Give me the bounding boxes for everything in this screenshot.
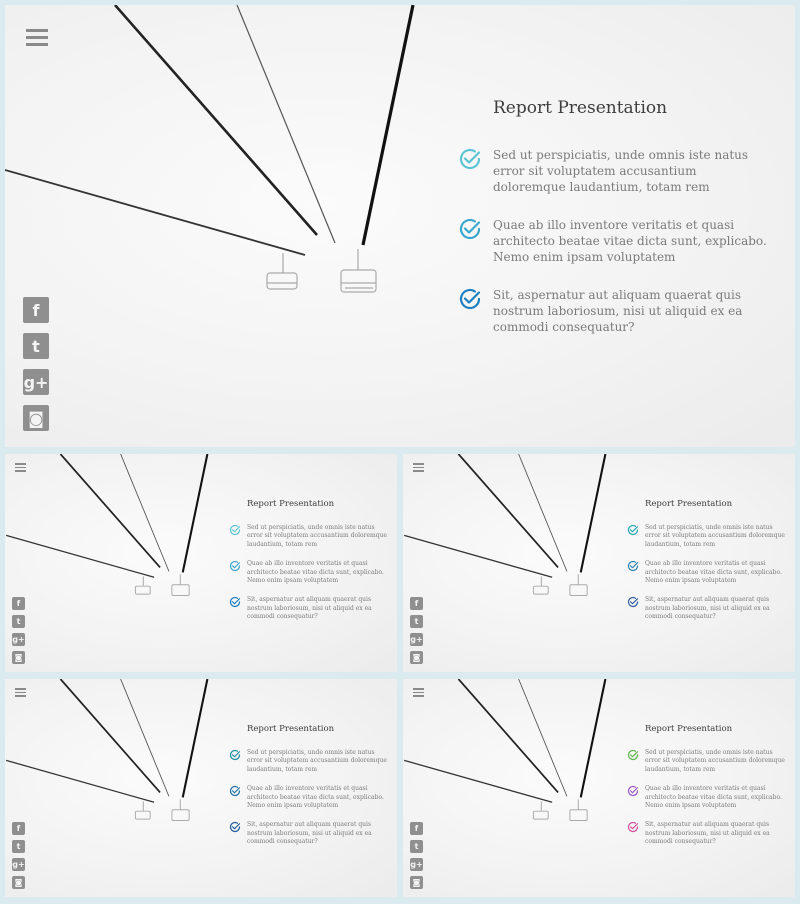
list-item [458, 217, 768, 265]
list-item-text: Quae ab illo inventore veritatis et quasi architecto beatae vitae dicta sunt, explicabo. Nemo enim ipsam voluptatem [493, 218, 767, 264]
check-circle-icon [627, 749, 639, 761]
slide-title: Report Presentation [247, 499, 335, 509]
list-item [627, 821, 787, 846]
menu-icon[interactable] [15, 688, 26, 699]
list-item [229, 785, 389, 810]
menu-icon[interactable] [413, 463, 424, 474]
check-circle-icon [627, 596, 639, 608]
check-circle-icon [627, 560, 639, 572]
twitter-icon[interactable]: t [410, 615, 423, 628]
list-item [229, 524, 389, 549]
facebook-icon[interactable]: f [12, 822, 25, 835]
twitter-icon[interactable]: t [12, 615, 25, 628]
facebook-icon[interactable]: f [410, 597, 423, 610]
twitter-icon[interactable]: t [12, 840, 25, 853]
social-bar [12, 822, 25, 894]
list-item [458, 287, 768, 335]
google-plus-icon[interactable]: g+ [410, 860, 423, 869]
slide-title: Report Presentation [247, 724, 335, 734]
list-item-text: Sit, aspernatur aut aliquam quaerat quis nostrum laboriosum, nisi ut aliquid ex ea commodi consequatur? [645, 821, 770, 846]
check-circle-icon [458, 287, 482, 311]
check-list [229, 524, 389, 633]
slide-thumbnail-2[interactable] [403, 454, 795, 672]
check-circle-icon [229, 596, 241, 608]
slide-title: Report Presentation [645, 499, 733, 509]
check-circle-icon [458, 147, 482, 171]
facebook-icon[interactable]: f [12, 597, 25, 610]
slide-title: Report Presentation [493, 98, 668, 118]
list-item-text: Sit, aspernatur aut aliquam quaerat quis nostrum laboriosum, nisi ut aliquid ex ea commodi consequatur? [247, 596, 372, 621]
google-plus-icon[interactable]: g+ [23, 369, 49, 395]
list-item [627, 785, 787, 810]
instagram-icon[interactable]: ◙ [23, 405, 49, 431]
check-circle-icon [229, 749, 241, 761]
instagram-icon[interactable]: ◙ [12, 651, 25, 664]
list-item-text: Quae ab illo inventore veritatis et quasi architecto beatae vitae dicta sunt, explicabo. Nemo enim ipsam voluptatem [645, 560, 782, 585]
list-item [627, 749, 787, 774]
list-item-text: Sed ut perspiciatis, unde omnis iste natus error sit voluptatem accusantium doloremque laudantium, totam rem [247, 524, 387, 548]
check-circle-icon [229, 524, 241, 536]
twitter-icon[interactable]: t [410, 840, 423, 853]
social-bar [23, 297, 49, 441]
check-list [458, 147, 768, 357]
list-item [627, 596, 787, 621]
list-item [229, 596, 389, 621]
instagram-icon[interactable]: ◙ [410, 651, 423, 664]
instagram-icon[interactable]: ◙ [12, 876, 25, 889]
slide-thumbnail-1[interactable] [5, 454, 397, 672]
list-item-text: Quae ab illo inventore veritatis et quasi architecto beatae vitae dicta sunt, explicabo. Nemo enim ipsam voluptatem [247, 560, 384, 585]
google-plus-icon[interactable]: g+ [12, 635, 25, 644]
list-item [627, 524, 787, 549]
list-item [458, 147, 768, 195]
list-item-text: Quae ab illo inventore veritatis et quasi architecto beatae vitae dicta sunt, explicabo. Nemo enim ipsam voluptatem [645, 785, 782, 810]
menu-icon[interactable] [15, 463, 26, 474]
twitter-icon[interactable]: t [23, 333, 49, 359]
check-circle-icon [229, 785, 241, 797]
check-list [627, 524, 787, 633]
slide-thumbnail-4[interactable] [403, 679, 795, 897]
list-item-text: Sed ut perspiciatis, unde omnis iste natus error sit voluptatem accusantium doloremque laudantium, totam rem [645, 524, 785, 548]
check-circle-icon [229, 560, 241, 572]
slide-thumbnail-3[interactable] [5, 679, 397, 897]
list-item-text: Sit, aspernatur aut aliquam quaerat quis nostrum laboriosum, nisi ut aliquid ex ea commodi consequatur? [247, 821, 372, 846]
slide-main [5, 5, 795, 447]
instagram-icon[interactable]: ◙ [410, 876, 423, 889]
check-list [229, 749, 389, 858]
facebook-icon[interactable]: f [410, 822, 423, 835]
list-item [627, 560, 787, 585]
check-circle-icon [229, 821, 241, 833]
list-item [229, 560, 389, 585]
social-bar [410, 597, 423, 669]
menu-icon[interactable] [26, 29, 48, 50]
list-item [229, 821, 389, 846]
list-item-text: Sed ut perspiciatis, unde omnis iste natus error sit voluptatem accusantium doloremque laudantium, totam rem [493, 148, 749, 194]
check-list [627, 749, 787, 858]
check-circle-icon [458, 217, 482, 241]
google-plus-icon[interactable]: g+ [12, 860, 25, 869]
check-circle-icon [627, 821, 639, 833]
menu-icon[interactable] [413, 688, 424, 699]
list-item-text: Sit, aspernatur aut aliquam quaerat quis nostrum laboriosum, nisi ut aliquid ex ea commodi consequatur? [645, 596, 770, 621]
list-item-text: Sit, aspernatur aut aliquam quaerat quis nostrum laboriosum, nisi ut aliquid ex ea commodi consequatur? [493, 288, 743, 334]
slide-title: Report Presentation [645, 724, 733, 734]
check-circle-icon [627, 524, 639, 536]
google-plus-icon[interactable]: g+ [410, 635, 423, 644]
list-item [229, 749, 389, 774]
list-item-text: Quae ab illo inventore veritatis et quasi architecto beatae vitae dicta sunt, explicabo. Nemo enim ipsam voluptatem [247, 785, 384, 810]
list-item-text: Sed ut perspiciatis, unde omnis iste natus error sit voluptatem accusantium doloremque laudantium, totam rem [247, 749, 387, 773]
social-bar [12, 597, 25, 669]
facebook-icon[interactable]: f [23, 297, 49, 323]
social-bar [410, 822, 423, 894]
list-item-text: Sed ut perspiciatis, unde omnis iste natus error sit voluptatem accusantium doloremque laudantium, totam rem [645, 749, 785, 773]
check-circle-icon [627, 785, 639, 797]
